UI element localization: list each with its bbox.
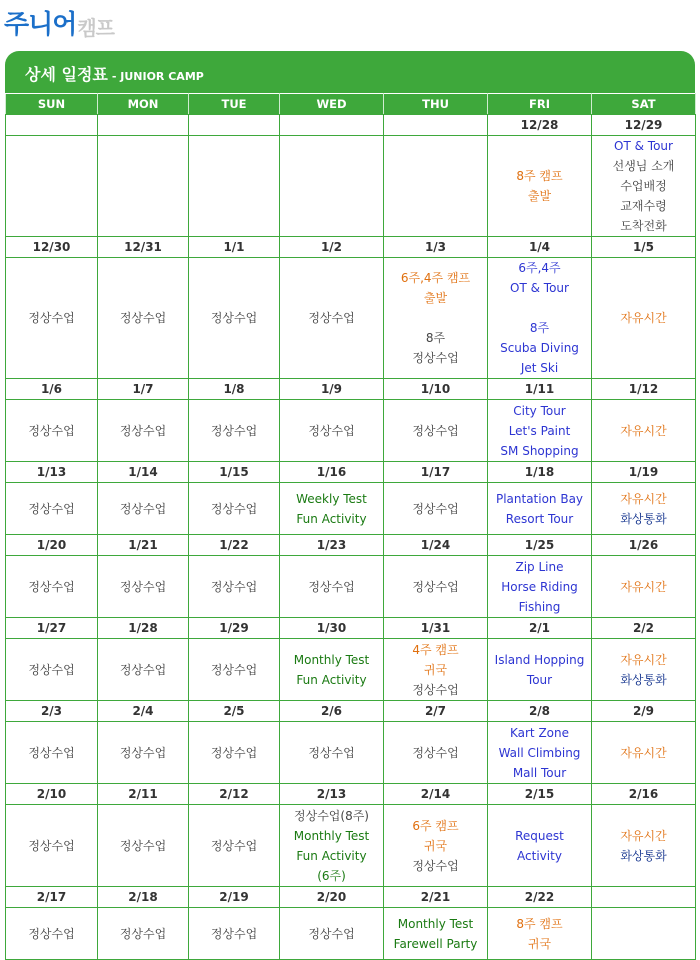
- schedule-cell: [592, 258, 696, 379]
- activity-line: Fun Activity: [296, 848, 367, 863]
- activity-line: Farewell Party: [393, 936, 478, 951]
- activity-line: 수업배정: [620, 179, 667, 193]
- activity-line: Monthly Test: [293, 652, 370, 667]
- activity-line: Fun Activity: [296, 672, 367, 687]
- date-row: [6, 618, 696, 639]
- date-row: [6, 462, 696, 483]
- schedule-cell: [384, 400, 488, 462]
- activity-line: 정상수업: [308, 311, 355, 325]
- date-cell: [98, 115, 189, 136]
- date-cell: 2/13: [280, 784, 384, 805]
- activity-line: 정상수업: [412, 501, 459, 516]
- date-cell: 2/10: [6, 784, 98, 805]
- activity-line: OT & Tour: [614, 139, 673, 153]
- schedule-row: [6, 908, 696, 960]
- activity-line: 정상수업(8주): [294, 808, 369, 823]
- logo-text-secondary: 캠프: [77, 16, 114, 40]
- schedule-cell: [384, 258, 488, 379]
- activity-line: Request: [515, 828, 564, 843]
- schedule-cell: [384, 483, 488, 535]
- activity-line: 자유시간: [620, 423, 667, 438]
- schedule-row: [6, 805, 696, 887]
- date-cell: 2/16: [592, 784, 696, 805]
- activity-line: 8주 캠프: [516, 169, 563, 183]
- schedule-cell: [6, 908, 98, 960]
- schedule-cell: [592, 400, 696, 462]
- date-cell: 1/7: [98, 379, 189, 400]
- schedule-cell: [384, 908, 488, 960]
- date-cell: 1/29: [189, 618, 280, 639]
- activity-line: Fishing: [518, 599, 561, 614]
- activity-line: 정상수업: [412, 351, 459, 365]
- date-cell: 1/21: [98, 535, 189, 556]
- schedule-row: [6, 556, 696, 618]
- schedule-cell: [98, 258, 189, 379]
- activity-line: 자유시간: [620, 828, 667, 843]
- activity-line: 정상수업: [210, 501, 258, 516]
- activity-line: 정상수업: [210, 579, 258, 594]
- date-cell: 1/13: [6, 462, 98, 483]
- activity-line: 화상통화: [620, 511, 667, 526]
- activity-line: 4주 캠프: [412, 642, 459, 657]
- activity-line: [384, 308, 487, 328]
- date-cell: 2/14: [384, 784, 488, 805]
- schedule-cell: [6, 483, 98, 535]
- activity-line: 정상수업: [119, 501, 167, 516]
- date-cell: 1/24: [384, 535, 488, 556]
- activity-line: 정상수업: [119, 745, 167, 760]
- activity-line: Wall Climbing: [498, 745, 581, 760]
- activity-line: 정상수업: [308, 745, 355, 760]
- date-cell: 2/7: [384, 701, 488, 722]
- activity-line: 정상수업: [210, 311, 258, 325]
- date-cell: 2/1: [488, 618, 592, 639]
- activity-line: Horse Riding: [501, 579, 578, 594]
- date-cell: 1/8: [189, 379, 280, 400]
- activity-line: 6주,4주 캠프: [400, 271, 471, 285]
- date-cell: 1/22: [189, 535, 280, 556]
- activity-line: 정상수업: [308, 423, 355, 438]
- junior-camp-logo: [4, 4, 114, 38]
- activity-line: 정상수업: [119, 926, 167, 941]
- date-cell: 1/6: [6, 379, 98, 400]
- date-cell: 2/18: [98, 887, 189, 908]
- activity-line: 선생님 소개: [612, 159, 675, 173]
- activity-line: 정상수업: [28, 926, 75, 941]
- schedule-cell: [488, 556, 592, 618]
- schedule-cell: [592, 639, 696, 701]
- schedule-cell: [280, 908, 384, 960]
- activity-line: (6주): [317, 868, 346, 883]
- schedule-cell: [189, 639, 280, 701]
- activity-line: 정상수업: [28, 662, 75, 677]
- activity-line: Scuba Diving: [500, 341, 579, 355]
- activity-line: City Tour: [513, 403, 566, 418]
- activity-line: 정상수업: [28, 838, 75, 853]
- schedule-cell: [280, 483, 384, 535]
- activity-line: 화상통화: [620, 848, 667, 863]
- date-cell: 1/20: [6, 535, 98, 556]
- schedule-cell: [189, 805, 280, 887]
- date-cell: 1/10: [384, 379, 488, 400]
- date-cell: 1/26: [592, 535, 696, 556]
- schedule-cell: [98, 556, 189, 618]
- date-cell: 2/20: [280, 887, 384, 908]
- activity-line: Fun Activity: [296, 511, 367, 526]
- date-cell: 2/3: [6, 701, 98, 722]
- activity-line: Mall Tour: [512, 765, 567, 780]
- date-cell: 1/31: [384, 618, 488, 639]
- schedule-subtitle: - JUNIOR CAMP: [111, 70, 204, 83]
- schedule-cell: [98, 400, 189, 462]
- date-cell: 1/30: [280, 618, 384, 639]
- schedule-cell: [488, 722, 592, 784]
- schedule-cell: [280, 556, 384, 618]
- schedule-cell: [6, 722, 98, 784]
- schedule-row: [6, 722, 696, 784]
- activity-line: 정상수업: [210, 745, 258, 760]
- schedule-row: [6, 400, 696, 462]
- date-row: [6, 115, 696, 136]
- activity-line: 자유시간: [620, 745, 667, 760]
- schedule-cell: [488, 639, 592, 701]
- date-cell: 2/15: [488, 784, 592, 805]
- schedule-cell: [488, 908, 592, 960]
- schedule-cell: [384, 639, 488, 701]
- date-row: [6, 887, 696, 908]
- activity-line: OT & Tour: [510, 281, 569, 295]
- weekday-tue: TUE: [189, 94, 280, 115]
- schedule-cell: [384, 805, 488, 887]
- date-cell: 2/5: [189, 701, 280, 722]
- schedule-calendar: [5, 93, 696, 960]
- date-cell: 2/8: [488, 701, 592, 722]
- activity-line: SM Shopping: [500, 443, 579, 458]
- schedule-cell: [189, 400, 280, 462]
- activity-line: 정상수업: [119, 662, 167, 677]
- weekday-fri: FRI: [488, 94, 592, 115]
- date-cell: 12/31: [98, 237, 189, 258]
- schedule-cell: [98, 805, 189, 887]
- schedule-cell: [98, 639, 189, 701]
- schedule-cell: [98, 722, 189, 784]
- activity-line: 정상수업: [308, 579, 355, 594]
- schedule-cell: [280, 722, 384, 784]
- schedule-cell: [6, 639, 98, 701]
- date-row: [6, 237, 696, 258]
- schedule-cell: [488, 258, 592, 379]
- schedule-cell: [6, 400, 98, 462]
- activity-line: 정상수업: [308, 926, 355, 941]
- schedule-title: 상세 일정표: [25, 65, 108, 84]
- weekday-wed: WED: [280, 94, 384, 115]
- date-cell: 1/28: [98, 618, 189, 639]
- weekday-header-row: [6, 94, 696, 115]
- schedule-cell: [6, 556, 98, 618]
- date-cell: 2/2: [592, 618, 696, 639]
- date-cell: 12/30: [6, 237, 98, 258]
- schedule-cell: [592, 908, 696, 960]
- activity-line: 정상수업: [119, 579, 167, 594]
- schedule-cell: [98, 483, 189, 535]
- schedule-cell: [384, 722, 488, 784]
- schedule-cell: [280, 805, 384, 887]
- activity-line: 정상수업: [412, 579, 459, 594]
- date-cell: 2/12: [189, 784, 280, 805]
- date-cell: 1/27: [6, 618, 98, 639]
- activity-line: Plantation Bay: [495, 491, 584, 506]
- schedule-cell: [488, 136, 592, 237]
- activity-line: 정상수업: [28, 501, 75, 516]
- activity-line: 출발: [423, 291, 448, 305]
- weekday-sat: SAT: [592, 94, 696, 115]
- date-cell: 1/25: [488, 535, 592, 556]
- activity-line: 화상통화: [620, 672, 667, 687]
- schedule-cell: [592, 136, 696, 237]
- date-cell: 1/3: [384, 237, 488, 258]
- activity-line: 자유시간: [620, 311, 667, 325]
- weekday-mon: MON: [98, 94, 189, 115]
- date-cell: [6, 115, 98, 136]
- activity-line: 정상수업: [28, 423, 75, 438]
- schedule-cell: [488, 400, 592, 462]
- schedule-cell: [488, 805, 592, 887]
- schedule-cell: [280, 639, 384, 701]
- activity-line: 귀국: [527, 936, 552, 951]
- calendar-body: [6, 115, 696, 960]
- schedule-cell: [189, 908, 280, 960]
- activity-line: 8주: [529, 321, 550, 335]
- activity-line: 정상수업: [119, 311, 167, 325]
- schedule-cell: [384, 556, 488, 618]
- schedule-cell: [189, 483, 280, 535]
- date-cell: 1/11: [488, 379, 592, 400]
- activity-line: 정상수업: [412, 858, 459, 873]
- schedule-cell: [189, 556, 280, 618]
- activity-line: 정상수업: [210, 423, 258, 438]
- date-cell: 2/6: [280, 701, 384, 722]
- schedule-cell: [280, 400, 384, 462]
- activity-line: 자유시간: [620, 579, 667, 594]
- date-cell: 1/19: [592, 462, 696, 483]
- date-cell: 2/21: [384, 887, 488, 908]
- date-cell: 12/29: [592, 115, 696, 136]
- schedule-header: [5, 51, 695, 93]
- activity-line: Monthly Test: [293, 828, 370, 843]
- date-cell: 1/12: [592, 379, 696, 400]
- activity-line: 정상수업: [119, 838, 167, 853]
- activity-line: 6주 캠프: [412, 818, 459, 833]
- activity-line: 정상수업: [210, 926, 258, 941]
- activity-line: 정상수업: [412, 745, 459, 760]
- date-cell: 1/14: [98, 462, 189, 483]
- activity-line: Let's Paint: [508, 423, 571, 438]
- logo-text-primary: 주니어: [4, 10, 77, 40]
- activity-line: Resort Tour: [505, 511, 574, 526]
- schedule-cell: [384, 136, 488, 237]
- date-cell: 1/15: [189, 462, 280, 483]
- activity-line: 도착전화: [620, 219, 667, 233]
- schedule-row: [6, 136, 696, 237]
- schedule-cell: [280, 258, 384, 379]
- schedule-cell: [488, 483, 592, 535]
- date-cell: 1/5: [592, 237, 696, 258]
- date-cell: 1/2: [280, 237, 384, 258]
- activity-line: 정상수업: [210, 838, 258, 853]
- schedule-row: [6, 258, 696, 379]
- activity-line: Island Hopping: [494, 652, 585, 667]
- activity-line: [488, 298, 591, 318]
- date-cell: [280, 115, 384, 136]
- schedule-cell: [280, 136, 384, 237]
- activity-line: 8주: [425, 331, 446, 345]
- date-cell: 12/28: [488, 115, 592, 136]
- schedule-cell: [189, 258, 280, 379]
- date-cell: 1/1: [189, 237, 280, 258]
- date-row: [6, 701, 696, 722]
- date-cell: 1/4: [488, 237, 592, 258]
- schedule-cell: [98, 136, 189, 237]
- activity-line: 8주 캠프: [516, 916, 563, 931]
- date-cell: 1/9: [280, 379, 384, 400]
- activity-line: 정상수업: [28, 311, 75, 325]
- schedule-row: [6, 639, 696, 701]
- date-cell: 1/18: [488, 462, 592, 483]
- activity-line: 귀국: [423, 838, 448, 853]
- activity-line: 자유시간: [620, 491, 667, 506]
- activity-line: Monthly Test: [397, 916, 474, 931]
- date-cell: 2/22: [488, 887, 592, 908]
- activity-line: Kart Zone: [509, 725, 569, 740]
- date-cell: 1/17: [384, 462, 488, 483]
- activity-line: Jet Ski: [520, 361, 559, 375]
- date-cell: 1/16: [280, 462, 384, 483]
- schedule-cell: [6, 805, 98, 887]
- activity-line: 정상수업: [28, 745, 75, 760]
- schedule-cell: [592, 556, 696, 618]
- date-cell: 2/19: [189, 887, 280, 908]
- activity-line: 정상수업: [412, 682, 459, 697]
- schedule-cell: [6, 258, 98, 379]
- activity-line: Activity: [517, 848, 562, 863]
- activity-line: Weekly Test: [296, 491, 367, 506]
- date-cell: [189, 115, 280, 136]
- activity-line: 6주,4주: [518, 261, 561, 275]
- schedule-cell: [6, 136, 98, 237]
- date-cell: [592, 887, 696, 908]
- activity-line: 정상수업: [28, 579, 75, 594]
- schedule-cell: [592, 805, 696, 887]
- activity-line: 정상수업: [119, 423, 167, 438]
- activity-line: 자유시간: [620, 652, 667, 667]
- activity-line: Zip Line: [515, 559, 564, 574]
- date-cell: 2/17: [6, 887, 98, 908]
- schedule-cell: [189, 136, 280, 237]
- date-cell: 2/9: [592, 701, 696, 722]
- date-row: [6, 379, 696, 400]
- activity-line: 교재수령: [620, 199, 667, 213]
- activity-line: 출발: [527, 189, 552, 203]
- date-cell: 1/23: [280, 535, 384, 556]
- date-row: [6, 784, 696, 805]
- schedule-cell: [592, 722, 696, 784]
- schedule-cell: [98, 908, 189, 960]
- activity-line: 정상수업: [210, 662, 258, 677]
- date-cell: [384, 115, 488, 136]
- schedule-row: [6, 483, 696, 535]
- weekday-thu: THU: [384, 94, 488, 115]
- activity-line: Tour: [526, 672, 553, 687]
- date-cell: 2/4: [98, 701, 189, 722]
- activity-line: 귀국: [423, 662, 448, 677]
- schedule-cell: [592, 483, 696, 535]
- date-row: [6, 535, 696, 556]
- schedule-cell: [189, 722, 280, 784]
- date-cell: 2/11: [98, 784, 189, 805]
- activity-line: 정상수업: [412, 423, 459, 438]
- weekday-sun: SUN: [6, 94, 98, 115]
